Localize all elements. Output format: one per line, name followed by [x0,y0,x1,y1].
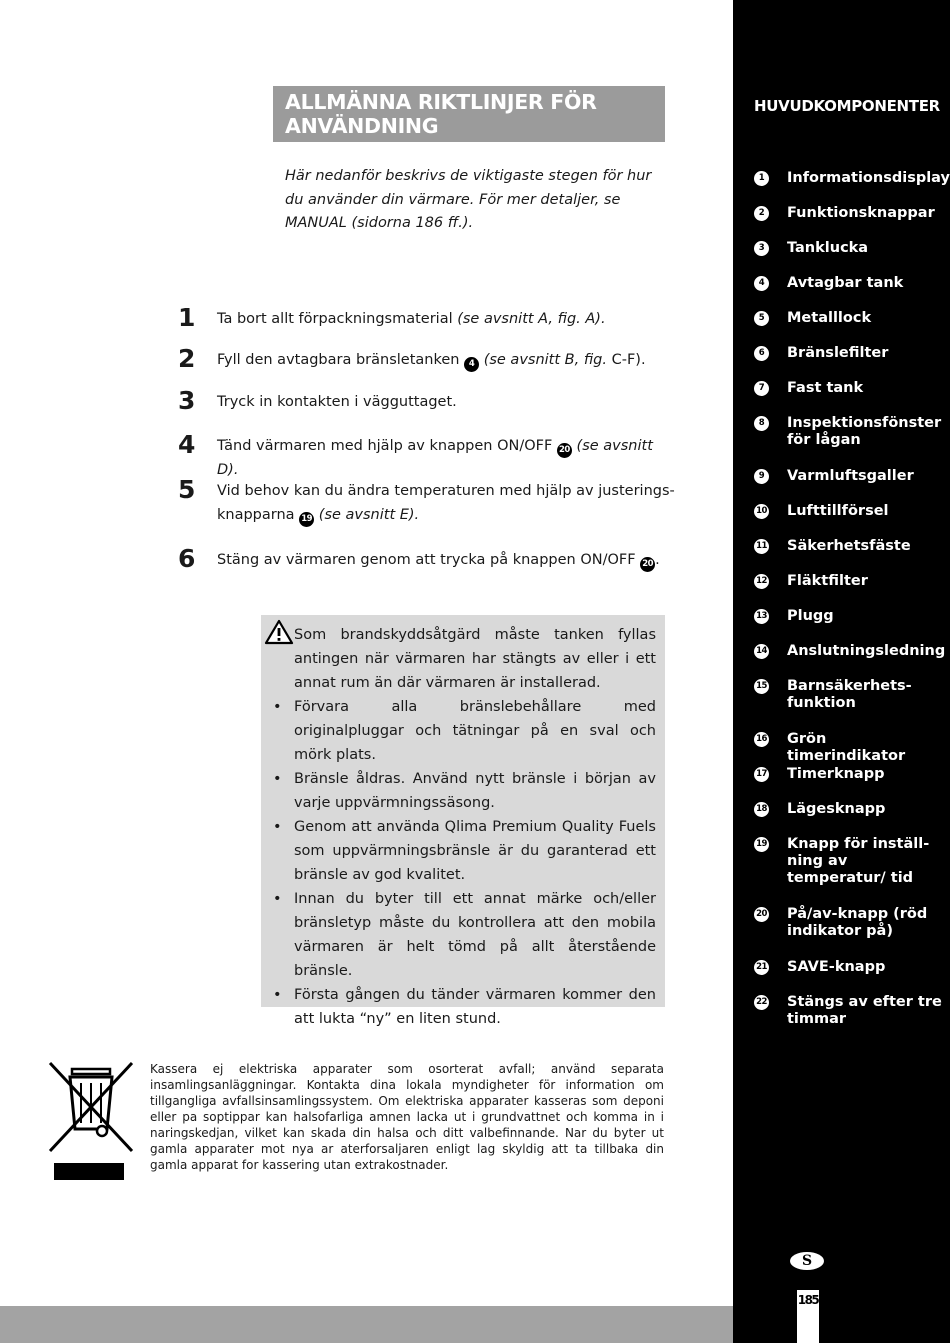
component-number: 22 [754,995,769,1010]
component-label: Informationsdisplay [787,170,950,186]
component-label: Plugg [787,608,834,624]
component-label: Tanklucka [787,240,869,256]
component-label: Avtagbar tank [787,275,904,291]
sidebar-title: HUVUDKOMPONENTER [754,97,940,115]
component-number: 20 [754,907,769,922]
component-number: 17 [754,767,769,782]
component-label: Knapp för inställ-ning av temperatur/ tid [787,836,930,886]
component-label: Inspektionsfönster för lågan [787,415,942,448]
component-label: Fast tank [787,380,864,396]
component-ref-badge: 20 [640,557,655,572]
step-number: 1 [178,303,196,332]
component-number: 15 [754,679,769,694]
component-number: 21 [754,960,769,975]
component-number: 4 [754,276,769,291]
component-number: 9 [754,469,769,484]
component-number: 2 [754,206,769,221]
component-number: 1 [754,171,769,186]
component-label: Fläktfilter [787,573,868,589]
step-number: 5 [178,475,196,504]
component-number: 3 [754,241,769,256]
warning-item: • Förvara alla bränslebehållare med originalpluggar och tätningar på en sval och mörk plats. [273,699,656,763]
component-number: 5 [754,311,769,326]
warning-item: • Första gången du tänder värmaren kommer den att lukta “ny” en liten stund. [273,987,656,1027]
step-text: Fyll den avtagbara bränsletanken 4 (se avsnitt B, fig. C-F). [217,349,677,373]
crossed-out-wheelie-bin-icon [48,1061,134,1181]
warning-item: Som brandskyddsåtgärd måste tanken fyllas antingen när värmaren har stängts av eller i ett annat rum än där värmaren är installerad. [294,627,656,691]
component-label: Bränslefilter [787,345,889,361]
component-label: Metalllock [787,310,872,326]
disposal-notice: Kassera ej elektriska apparater som osorterat avfall; använd separata insamlingsanläggningar. Kontakta dina lokala myndigheter för information om tillgangliga avfallsinsamlingssystem. Om elektriska apparater kasseras som deponi eller pa soptippar kan halsofarliga amnen lacka ut i grundvattnet och komma in i naringskedjan, vilket kan skada din halsa och ditt valbefinnande. Nar du byter ut gamla apparater mot nya ar aterforsaljaren enligt lag skyldig att ta tillbaka din gamla apparat for kassering utan extrakostnader. [150,1062,664,1172]
components-sidebar [733,0,950,1343]
footer-bar [0,1306,733,1343]
component-number: 19 [754,837,769,852]
step-text: Vid behov kan du ändra temperaturen med hjälp av justerings-knapparna 19 (se avsnitt E). [217,480,677,527]
component-label: Stängs av efter tre timmar [787,994,942,1027]
component-number: 7 [754,381,769,396]
component-number: 14 [754,644,769,659]
component-number: 16 [754,732,769,747]
component-label: Lägesknapp [787,801,886,817]
step-text: Tryck in kontakten i vägguttaget. [217,394,457,410]
component-number: 13 [754,609,769,624]
page-title: ALLMÄNNA RIKTLINJER FÖR ANVÄNDNING [285,90,597,138]
language-badge: S [790,1252,824,1270]
warning-item: • Bränsle åldras. Använd nytt bränsle i början av varje uppvärmningssäsong. [273,771,656,811]
page-number: 185 [797,1290,819,1343]
step-number: 4 [178,430,196,459]
warning-item: • Genom att använda Qlima Premium Quality Fuels som uppvärmningsbränsle är du garanterad ett bränsle av god kvalitet. [273,819,656,883]
component-number: 10 [754,504,769,519]
component-label: Barnsäkerhets-funktion [787,678,912,711]
component-label: Timerknapp [787,766,885,782]
component-ref-badge: 19 [299,512,314,527]
component-label: Funktionsknappar [787,205,935,221]
component-ref-badge: 20 [557,443,572,458]
section-title-box [273,86,665,142]
component-label: På/av-knapp (röd indikator på) [787,906,928,939]
component-label: Anslutningsledning [787,643,946,659]
component-ref-badge: 4 [464,357,479,372]
component-number: 18 [754,802,769,817]
component-number: 12 [754,574,769,589]
step-number: 2 [178,344,196,373]
component-number: 8 [754,416,769,431]
component-label: Säkerhetsfäste [787,538,911,554]
component-label: Grön timerindikator [787,731,906,764]
component-label: Varmluftsgaller [787,468,914,484]
step-number: 6 [178,544,196,573]
component-label: Lufttillförsel [787,503,889,519]
step-text: Tänd värmaren med hjälp av knappen ON/OFF 20 (se avsnitt D). [217,438,653,478]
warning-item: • Innan du byter till ett annat märke och/eller bränsletyp måste du kontrollera att den mobila värmaren är helt tömd på allt återstående bränsle. [273,891,656,979]
step-number: 3 [178,386,196,415]
component-number: 6 [754,346,769,361]
step-text: Ta bort allt förpackningsmaterial (se avsnitt A, fig. A). [217,311,606,327]
warning-list [269,623,656,1031]
intro-paragraph: Här nedanför beskrivs de viktigaste stegen för hur du använder din värmare. För mer detaljer, se MANUAL (sidorna 186 ff.). [285,168,652,231]
component-number: 11 [754,539,769,554]
component-label: SAVE-knapp [787,959,886,975]
step-text: Stäng av värmaren genom att trycka på knappen ON/OFF 20 . [217,549,677,573]
